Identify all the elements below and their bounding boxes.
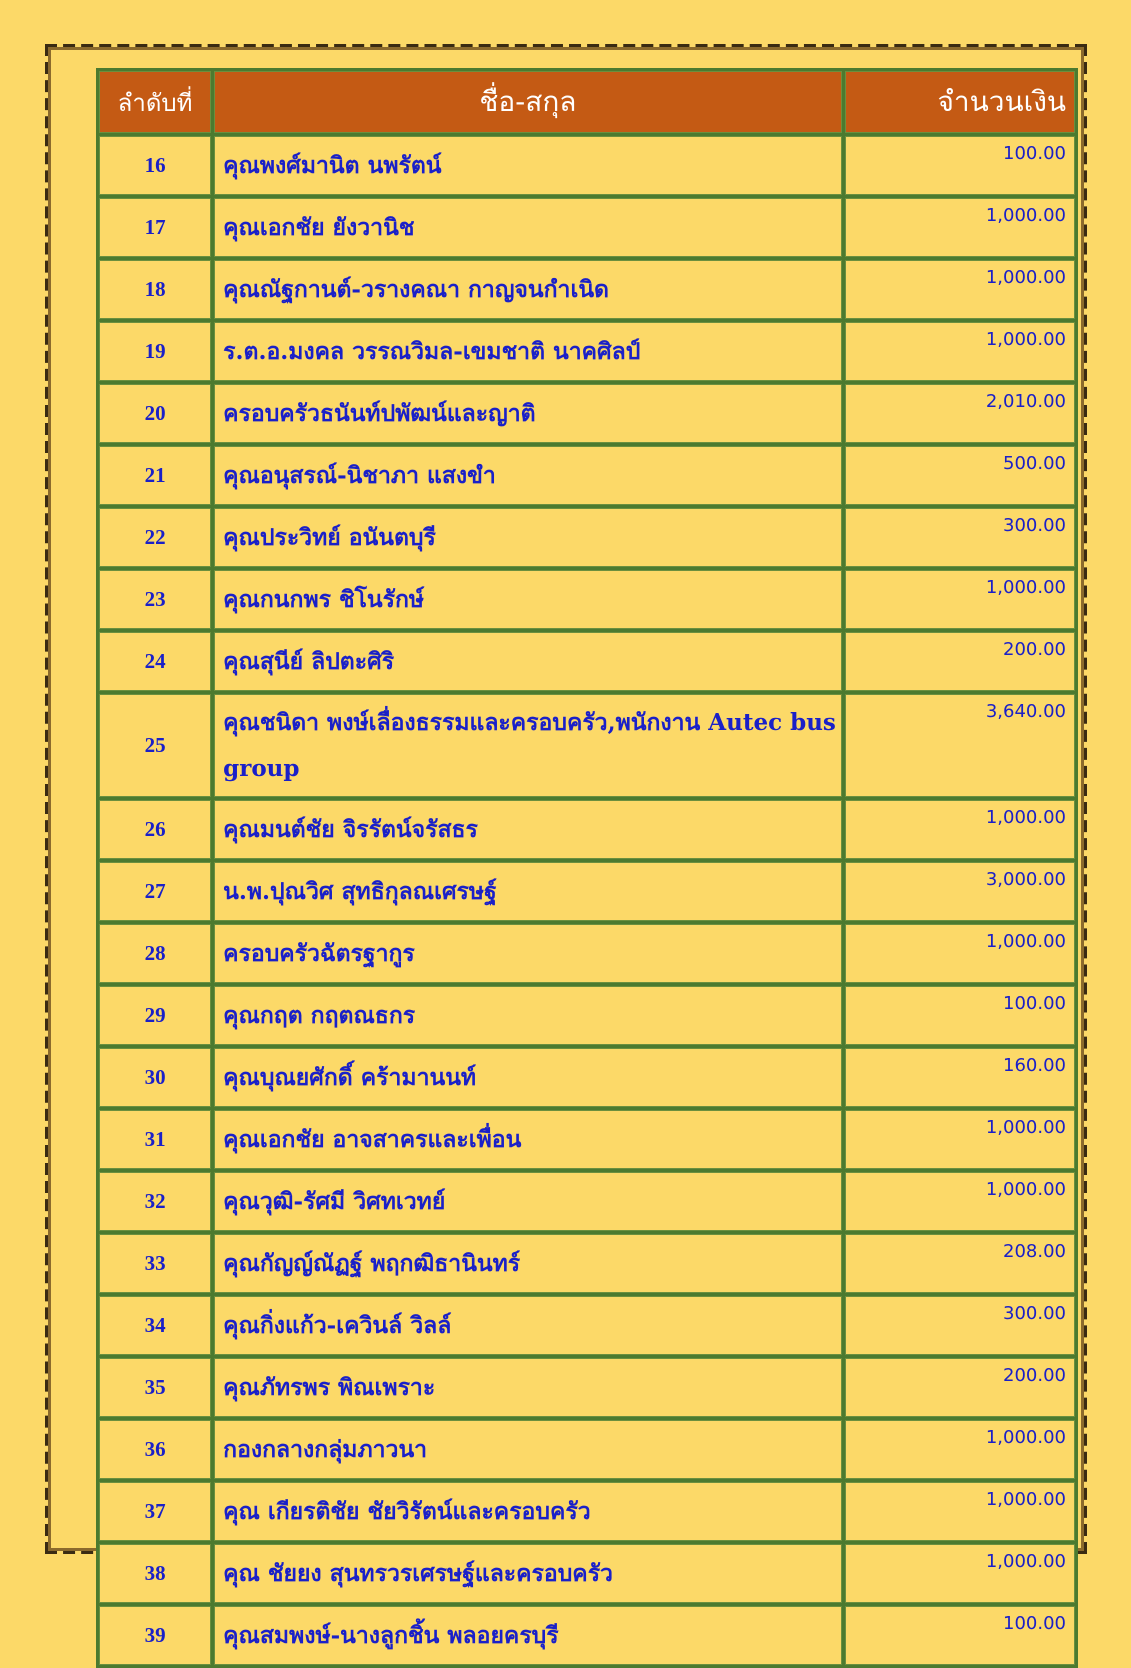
row-amount: 300.00 <box>845 1296 1075 1355</box>
row-amount: 3,640.00 <box>845 694 1075 797</box>
table-row <box>99 508 1075 567</box>
row-name: คุณพงศ์มานิต นพรัตน์ <box>214 136 841 195</box>
table-row <box>99 694 1075 797</box>
row-name: ครอบครัวธนันท์ปพัฒน์และญาติ <box>214 384 841 443</box>
table-row <box>99 986 1075 1045</box>
row-number: 36 <box>99 1420 211 1479</box>
table-row <box>99 136 1075 195</box>
row-number: 18 <box>99 260 211 319</box>
row-name: คุณประวิทย์ อนันตบุรี <box>214 508 841 567</box>
row-number: 26 <box>99 800 211 859</box>
row-number: 20 <box>99 384 211 443</box>
row-amount: 1,000.00 <box>845 198 1075 257</box>
row-name: คุณมนต์ชัย จิรรัตน์จรัสธร <box>214 800 841 859</box>
row-amount: 1,000.00 <box>845 924 1075 983</box>
row-name: คุณอนุสรณ์-นิชาภา แสงขำ <box>214 446 841 505</box>
table-row <box>99 1606 1075 1665</box>
table-row <box>99 1048 1075 1107</box>
row-number: 32 <box>99 1172 211 1231</box>
row-name: คุณเอกชัย ยังวานิช <box>214 198 841 257</box>
row-name: คุณกฤต กฤตณธกร <box>214 986 841 1045</box>
row-amount: 100.00 <box>845 1606 1075 1665</box>
row-name: คุณ ชัยยง สุนทรวรเศรษฐ์และครอบครัว <box>214 1544 841 1603</box>
row-amount: 1,000.00 <box>845 1482 1075 1541</box>
table-row <box>99 1358 1075 1417</box>
table-row <box>99 446 1075 505</box>
row-amount: 200.00 <box>845 1358 1075 1417</box>
row-number: 23 <box>99 570 211 629</box>
row-amount: 100.00 <box>845 136 1075 195</box>
row-number: 37 <box>99 1482 211 1541</box>
row-name: ร.ต.อ.มงคล วรรณวิมล-เขมชาติ นาคศิลป์ <box>214 322 841 381</box>
table-row <box>99 1544 1075 1603</box>
header-number: ลำดับที่ <box>99 71 211 133</box>
row-number: 17 <box>99 198 211 257</box>
row-name: คุณวุฒิ-รัศมี วิศทเวทย์ <box>214 1172 841 1231</box>
table-row <box>99 570 1075 629</box>
row-name: คุณภัทรพร พิณเพราะ <box>214 1358 841 1417</box>
row-name: กองกลางกลุ่มภาวนา <box>214 1420 841 1479</box>
row-name: คุณ เกียรติชัย ชัยวิรัตน์และครอบครัว <box>214 1482 841 1541</box>
donation-table <box>96 68 1078 1668</box>
header-amount: จำนวนเงิน <box>845 71 1075 133</box>
row-number: 19 <box>99 322 211 381</box>
row-name: คุณชนิดา พงษ์เลื่องธรรมและครอบครัว,พนักงาน Autec bus group <box>214 694 841 797</box>
row-amount: 208.00 <box>845 1234 1075 1293</box>
row-number: 29 <box>99 986 211 1045</box>
row-amount: 1,000.00 <box>845 1110 1075 1169</box>
row-amount: 160.00 <box>845 1048 1075 1107</box>
row-number: 22 <box>99 508 211 567</box>
table-row <box>99 1296 1075 1355</box>
row-amount: 2,010.00 <box>845 384 1075 443</box>
row-name: คุณกนกพร ชิโนรักษ์ <box>214 570 841 629</box>
row-amount: 1,000.00 <box>845 570 1075 629</box>
table-row <box>99 260 1075 319</box>
donation-table-container <box>96 68 1078 1649</box>
row-amount: 1,000.00 <box>845 1172 1075 1231</box>
row-amount: 3,000.00 <box>845 862 1075 921</box>
row-number: 28 <box>99 924 211 983</box>
table-row <box>99 800 1075 859</box>
row-amount: 200.00 <box>845 632 1075 691</box>
table-row <box>99 632 1075 691</box>
row-name: คุณเอกชัย อาจสาครและเพื่อน <box>214 1110 841 1169</box>
row-amount: 1,000.00 <box>845 260 1075 319</box>
header-name: ชื่อ-สกุล <box>214 71 841 133</box>
row-number: 39 <box>99 1606 211 1665</box>
row-number: 30 <box>99 1048 211 1107</box>
table-row <box>99 1234 1075 1293</box>
row-number: 21 <box>99 446 211 505</box>
row-number: 34 <box>99 1296 211 1355</box>
row-name: น.พ.ปุณวิศ สุทธิกุลณเศรษฐ์ <box>214 862 841 921</box>
table-row <box>99 1420 1075 1479</box>
table-row <box>99 1482 1075 1541</box>
row-number: 31 <box>99 1110 211 1169</box>
row-amount: 1,000.00 <box>845 1544 1075 1603</box>
row-amount: 1,000.00 <box>845 800 1075 859</box>
row-amount: 1,000.00 <box>845 1420 1075 1479</box>
table-row <box>99 198 1075 257</box>
row-amount: 300.00 <box>845 508 1075 567</box>
table-row <box>99 1110 1075 1169</box>
row-name: คุณบุณยศักดิ์ คร้ามานนท์ <box>214 1048 841 1107</box>
row-amount: 1,000.00 <box>845 322 1075 381</box>
table-body <box>99 136 1075 1665</box>
row-name: คุณสุนีย์ ลิปตะศิริ <box>214 632 841 691</box>
row-number: 25 <box>99 694 211 797</box>
row-amount: 500.00 <box>845 446 1075 505</box>
row-number: 33 <box>99 1234 211 1293</box>
table-row <box>99 322 1075 381</box>
row-name: ครอบครัวฉัตรฐากูร <box>214 924 841 983</box>
row-name: คุณกัญญ์ณัฏฐ์ พฤกฒิธานินทร์ <box>214 1234 841 1293</box>
row-number: 27 <box>99 862 211 921</box>
table-row <box>99 1172 1075 1231</box>
row-number: 16 <box>99 136 211 195</box>
table-row <box>99 924 1075 983</box>
row-amount: 100.00 <box>845 986 1075 1045</box>
row-name: คุณสมพงษ์-นางลูกชิ้น พลอยครบุรี <box>214 1606 841 1665</box>
header-row <box>99 71 1075 133</box>
row-number: 24 <box>99 632 211 691</box>
row-name: คุณณัฐกานต์-วรางคณา กาญจนกำเนิด <box>214 260 841 319</box>
row-name: คุณกิ่งแก้ว-เควินล์ วิลล์ <box>214 1296 841 1355</box>
row-number: 38 <box>99 1544 211 1603</box>
table-row <box>99 862 1075 921</box>
row-number: 35 <box>99 1358 211 1417</box>
table-row <box>99 384 1075 443</box>
